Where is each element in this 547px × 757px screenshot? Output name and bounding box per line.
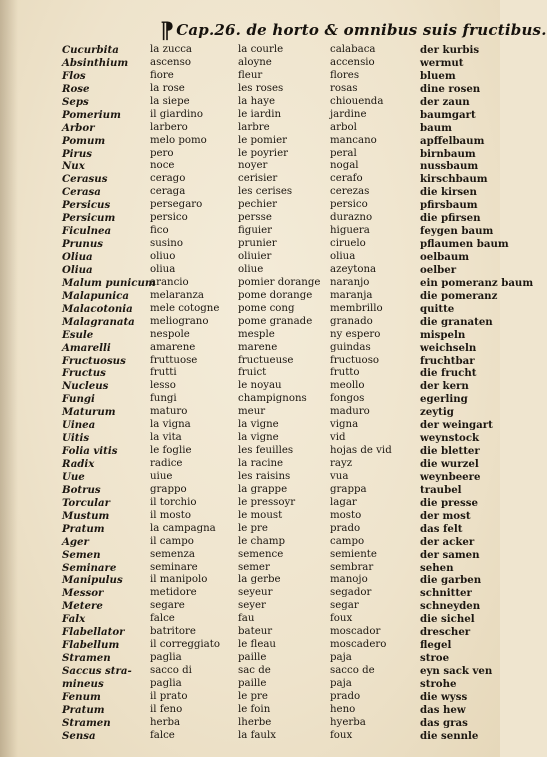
german-word: zeytig (420, 406, 454, 419)
italian-word: il campo (150, 535, 194, 547)
latin-word: Flabellator (62, 626, 125, 639)
french-word: le iardin (238, 108, 282, 120)
italian-word: seminare (150, 561, 198, 573)
german-word: flegel (420, 639, 452, 652)
latin-word: Mustum (62, 509, 110, 522)
spanish-word: peral (330, 147, 357, 159)
latin-word: Cerasa (62, 186, 101, 199)
spanish-word: prado (330, 522, 361, 534)
spanish-word: flores (330, 69, 360, 81)
german-word: eyn sack ven (420, 665, 493, 677)
french-word: paille (238, 652, 267, 664)
paragraph-mark: ¶ (160, 18, 175, 44)
french-word: le noyau (238, 380, 282, 392)
italian-word: grappo (150, 483, 187, 495)
italian-word: le foglie (150, 445, 192, 457)
french-word: le poyrier (238, 147, 288, 159)
spanish-word: vua (330, 470, 349, 482)
spanish-word: nogal (330, 160, 359, 172)
italian-word: nespole (150, 328, 190, 340)
french-word: meur (238, 406, 266, 418)
italian-word: fiore (150, 69, 174, 81)
italian-word: la siepe (150, 95, 190, 107)
french-word: les raisins (238, 470, 291, 482)
french-word: les feuilles (238, 445, 294, 457)
latin-word: Seminare (62, 561, 117, 574)
german-word: die presse (420, 496, 478, 509)
german-word: schnitter (420, 587, 472, 600)
italian-word: amarene (150, 341, 196, 353)
french-word: marene (238, 341, 278, 353)
french-word: la vigne (238, 432, 279, 444)
italian-word: batritore (150, 626, 196, 638)
spanish-word: ciruelo (330, 238, 366, 250)
german-word: die sichel (420, 613, 475, 626)
spanish-word: meollo (330, 380, 365, 392)
german-word: quitte (420, 302, 455, 315)
german-word: der weingart (420, 419, 493, 432)
italian-word: persegaro (150, 199, 203, 211)
german-column (420, 44, 534, 743)
italian-word: ceraga (150, 186, 186, 198)
spanish-word: grappa (330, 483, 367, 495)
latin-word: Absinthium (62, 56, 129, 69)
spanish-word: naranjo (330, 276, 370, 288)
spanish-word: azeytona (330, 263, 377, 275)
french-word: le champ (238, 535, 286, 547)
latin-word: Pirus (62, 147, 93, 160)
latin-word: Oliua (62, 263, 93, 276)
latin-word: Stramen (62, 716, 111, 729)
italian-word: il mosto (150, 509, 192, 521)
latin-word: Persicus (62, 199, 111, 212)
spanish-word: mancano (330, 134, 377, 146)
french-word: pomier dorange (238, 276, 321, 288)
french-word: la grappe (238, 483, 288, 495)
german-word: kirschbaum (420, 173, 488, 186)
spanish-word: campo (330, 535, 365, 547)
italian-word: segare (150, 600, 185, 612)
spanish-word: paja (330, 677, 352, 689)
italian-word: susino (150, 238, 183, 250)
spanish-word: vigna (330, 419, 359, 431)
italian-word: semenza (150, 548, 195, 560)
french-word: pome dorange (238, 289, 313, 301)
spanish-word: hyerba (330, 716, 366, 728)
german-word: wermut (420, 56, 464, 69)
german-word: stroe (420, 652, 450, 665)
spanish-word: arbol (330, 121, 357, 133)
german-word: baumgart (420, 108, 476, 121)
italian-word: oliua (150, 263, 176, 275)
french-word: oliue (238, 263, 264, 275)
italian-word: la rose (150, 82, 185, 94)
spanish-word: sembrar (330, 561, 374, 573)
latin-word: Oliua (62, 251, 93, 263)
spanish-word: segador (330, 587, 372, 599)
german-word: der most (420, 509, 471, 522)
spanish-word: durazno (330, 212, 373, 224)
french-word: le moust (238, 509, 283, 521)
italian-word: il feno (150, 703, 183, 715)
italian-word: paglia (150, 677, 182, 689)
spanish-word: membrillo (330, 302, 383, 314)
latin-word: Fenum (62, 690, 101, 703)
french-word: pechier (238, 199, 277, 211)
italian-word: paglia (150, 652, 182, 664)
latin-word: Pomum (62, 134, 106, 147)
latin-word: Flabellum (62, 639, 120, 652)
german-word: egerling (420, 393, 468, 406)
spanish-word: fongos (330, 393, 365, 405)
italian-word: herba (150, 716, 181, 728)
spanish-word: moscadero (330, 639, 387, 651)
latin-column (62, 44, 156, 743)
french-word: mesple (238, 328, 275, 340)
french-word: semence (238, 548, 284, 560)
latin-word: Arbor (62, 121, 95, 134)
spanish-word: oliua (330, 251, 356, 262)
latin-word: Fungi (62, 393, 95, 406)
chapter-heading (160, 18, 547, 44)
french-column (238, 44, 330, 743)
spanish-word: paja (330, 652, 352, 664)
latin-word: Malagranata (62, 315, 135, 328)
italian-word: arancio (150, 276, 189, 288)
italian-word: la vita (150, 432, 182, 444)
french-word: le foin (238, 703, 271, 715)
french-word: fructueuse (238, 354, 294, 366)
german-word: weynbeere (420, 470, 481, 483)
french-word: semer (238, 561, 270, 573)
italian-word: larbero (150, 121, 188, 133)
spanish-word: moscador (330, 626, 381, 638)
german-word: drescher (420, 626, 471, 639)
french-word: les cerises (238, 186, 293, 198)
italian-word: noce (150, 160, 175, 172)
german-word: das hew (420, 703, 466, 716)
latin-word: Sensa (62, 729, 96, 742)
italian-word: il manipolo (150, 574, 208, 586)
german-word: die wyss (420, 690, 468, 703)
french-word: champignons (238, 393, 307, 405)
french-word: aloyne (238, 56, 272, 68)
german-word: oelber (420, 263, 457, 276)
french-word: lherbe (238, 716, 272, 728)
spanish-word: foux (330, 729, 353, 741)
italian-word: cerago (150, 173, 186, 185)
italian-word: frutti (150, 367, 177, 379)
latin-word: Persicum (62, 212, 116, 225)
german-word: die pfirsen (420, 212, 481, 225)
german-word: feygen baum (420, 225, 494, 238)
spanish-word: calabaca (330, 44, 376, 55)
french-word: sac de (238, 665, 271, 676)
italian-word: maturo (150, 406, 188, 418)
italian-word: melo pomo (150, 134, 207, 146)
german-word: der acker (420, 535, 475, 548)
french-word: cerisier (238, 173, 278, 185)
german-word: der kurbis (420, 44, 480, 56)
german-word: baum (420, 121, 452, 134)
latin-word: Ager (62, 535, 89, 548)
french-word: fruict (238, 367, 267, 379)
latin-word: Pratum (62, 522, 105, 535)
latin-word: Fructuosus (62, 354, 126, 367)
italian-word: fico (150, 225, 169, 237)
german-word: apffelbaum (420, 134, 485, 147)
german-word: fruchtbar (420, 354, 475, 367)
french-word: la courle (238, 44, 284, 55)
spanish-word: cerafo (330, 173, 363, 185)
spanish-word: accensio (330, 56, 375, 68)
spanish-word: maranja (330, 289, 373, 301)
french-word: la gerbe (238, 574, 281, 586)
italian-word: lesso (150, 380, 176, 392)
italian-word: falce (150, 613, 175, 625)
german-word: pflaumen baum (420, 238, 509, 251)
french-word: le fleau (238, 639, 276, 651)
french-word: pome granade (238, 315, 313, 327)
latin-word: Cerasus (62, 173, 108, 186)
latin-word: Uitis (62, 432, 90, 445)
german-word: strohe (420, 677, 457, 690)
spanish-word: manojo (330, 574, 368, 586)
spanish-word: ny espero (330, 328, 381, 340)
latin-word: Semen (62, 548, 101, 561)
german-word: ein pomeranz baum (420, 276, 534, 289)
german-word: die bletter (420, 445, 480, 458)
french-word: prunier (238, 238, 277, 250)
spanish-word: segar (330, 600, 359, 612)
german-word: die pomeranz (420, 289, 498, 302)
latin-word: Maturum (62, 406, 116, 419)
german-word: der samen (420, 548, 480, 561)
latin-word: Seps (62, 95, 89, 108)
french-word: le pre (238, 690, 268, 702)
latin-word: Flos (62, 69, 86, 82)
italian-word: melaranza (150, 289, 204, 301)
italian-word: la zucca (150, 44, 192, 55)
italian-word: meliograno (150, 315, 209, 327)
spanish-word: rosas (330, 82, 358, 94)
french-word: paille (238, 677, 267, 689)
spanish-word: fructuoso (330, 354, 380, 366)
german-word: die garben (420, 574, 482, 587)
italian-word: falce (150, 729, 175, 741)
spanish-word: rayz (330, 458, 353, 469)
spanish-word: higuera (330, 225, 370, 237)
latin-word: Cucurbita (62, 44, 119, 56)
french-word: la racine (238, 458, 284, 469)
german-word: die wurzel (420, 458, 479, 470)
latin-word: Esule (62, 328, 94, 341)
german-word: pfirsbaum (420, 199, 478, 212)
latin-word: Folia vitis (62, 445, 118, 458)
italian-word: il giardino (150, 108, 203, 120)
latin-word: Nucleus (62, 380, 109, 393)
latin-word: Amarelli (62, 341, 111, 354)
german-word: die frucht (420, 367, 477, 380)
latin-word: Uinea (62, 419, 96, 432)
latin-word: Malapunica (62, 289, 129, 302)
german-word: das gras (420, 716, 468, 729)
page-gutter-shadow (0, 0, 18, 757)
french-word: fau (238, 613, 255, 625)
latin-word: mineus (62, 677, 104, 690)
german-word: schneyden (420, 600, 481, 613)
french-word: noyer (238, 160, 268, 172)
latin-word: Stramen (62, 652, 111, 665)
french-word: la haye (238, 95, 275, 107)
french-word: bateur (238, 626, 273, 638)
german-word: die kirsen (420, 186, 477, 199)
latin-word: Prunus (62, 238, 103, 251)
french-word: pome cong (238, 302, 295, 314)
french-word: le pre (238, 522, 268, 534)
spanish-word: jardine (330, 108, 367, 120)
italian-word: oliuo (150, 251, 176, 262)
italian-word: la vigna (150, 419, 191, 431)
german-word: weichseln (420, 341, 477, 354)
spanish-word: granado (330, 315, 373, 327)
italian-word: radice (150, 458, 183, 469)
french-word: la vigne (238, 419, 279, 431)
italian-word: sacco di (150, 665, 192, 676)
latin-word: Rose (62, 82, 90, 95)
latin-word: Falx (62, 613, 86, 626)
french-word: figuier (238, 225, 273, 237)
italian-word: il correggiato (150, 639, 220, 651)
spanish-word: foux (330, 613, 353, 625)
german-word: birnbaum (420, 147, 476, 160)
spanish-word: chiouenda (330, 95, 384, 107)
german-word: oelbaum (420, 251, 470, 263)
french-word: fleur (238, 69, 263, 81)
italian-column (150, 44, 238, 743)
italian-word: fungi (150, 393, 177, 405)
spanish-word: hojas de vid (330, 445, 392, 457)
german-word: mispeln (420, 328, 466, 341)
french-word: seyer (238, 600, 266, 612)
german-word: bluem (420, 69, 456, 82)
spanish-word: lagar (330, 496, 357, 508)
spanish-word: persico (330, 199, 368, 211)
italian-word: metidore (150, 587, 197, 599)
spanish-word: vid (330, 432, 346, 444)
french-word: les roses (238, 82, 284, 94)
italian-word: pero (150, 147, 174, 159)
german-word: der kern (420, 380, 469, 393)
spanish-word: frutto (330, 367, 360, 379)
spanish-word: sacco de (330, 665, 375, 676)
spanish-word: maduro (330, 406, 370, 418)
latin-word: Radix (62, 458, 95, 470)
french-word: la faulx (238, 729, 276, 741)
german-word: weynstock (420, 432, 480, 445)
german-word: traubel (420, 483, 462, 496)
spanish-word: prado (330, 690, 361, 702)
italian-word: il prato (150, 690, 188, 702)
spanish-word: cerezas (330, 186, 370, 198)
italian-word: ascenso (150, 56, 191, 68)
italian-word: la campagna (150, 522, 216, 534)
spanish-word: heno (330, 703, 356, 715)
french-word: larbre (238, 121, 270, 133)
latin-word: Manipulus (62, 574, 123, 587)
latin-word: Malacotonia (62, 302, 133, 315)
italian-word: persico (150, 212, 188, 224)
latin-word: Botrus (62, 483, 101, 496)
italian-word: il torchio (150, 496, 197, 508)
latin-word: Nux (62, 160, 85, 173)
latin-word: Malum punicum (62, 276, 156, 289)
german-word: die granaten (420, 315, 493, 328)
italian-word: fruttuose (150, 354, 198, 366)
latin-word: Pratum (62, 703, 105, 716)
french-word: oliuier (238, 251, 272, 262)
latin-word: Uue (62, 470, 85, 483)
latin-word: Pomerium (62, 108, 121, 121)
italian-word: mele cotogne (150, 302, 220, 314)
latin-word: Messor (62, 587, 104, 600)
german-word: sehen (420, 561, 454, 574)
french-word: le pomier (238, 134, 287, 146)
latin-word: Ficulnea (62, 225, 112, 238)
latin-word: Saccus stra- (62, 665, 132, 677)
german-word: der zaun (420, 95, 470, 108)
french-word: le pressoyr (238, 496, 296, 508)
german-word: dine rosen (420, 82, 481, 95)
spanish-column (330, 44, 420, 743)
latin-word: Metere (62, 600, 103, 613)
latin-word: Torcular (62, 496, 111, 509)
german-word: die sennle (420, 729, 479, 742)
german-word: das felt (420, 522, 463, 535)
german-word: nussbaum (420, 160, 479, 173)
french-word: seyeur (238, 587, 273, 599)
italian-word: uiue (150, 470, 173, 482)
spanish-word: guindas (330, 341, 371, 353)
chapter-heading-text: Cap.26. de horto & omnibus suis fructibus. (176, 21, 547, 39)
spanish-word: semiente (330, 548, 377, 560)
french-word: persse (238, 212, 272, 224)
spanish-word: mosto (330, 509, 362, 521)
latin-word: Fructus (62, 367, 106, 380)
